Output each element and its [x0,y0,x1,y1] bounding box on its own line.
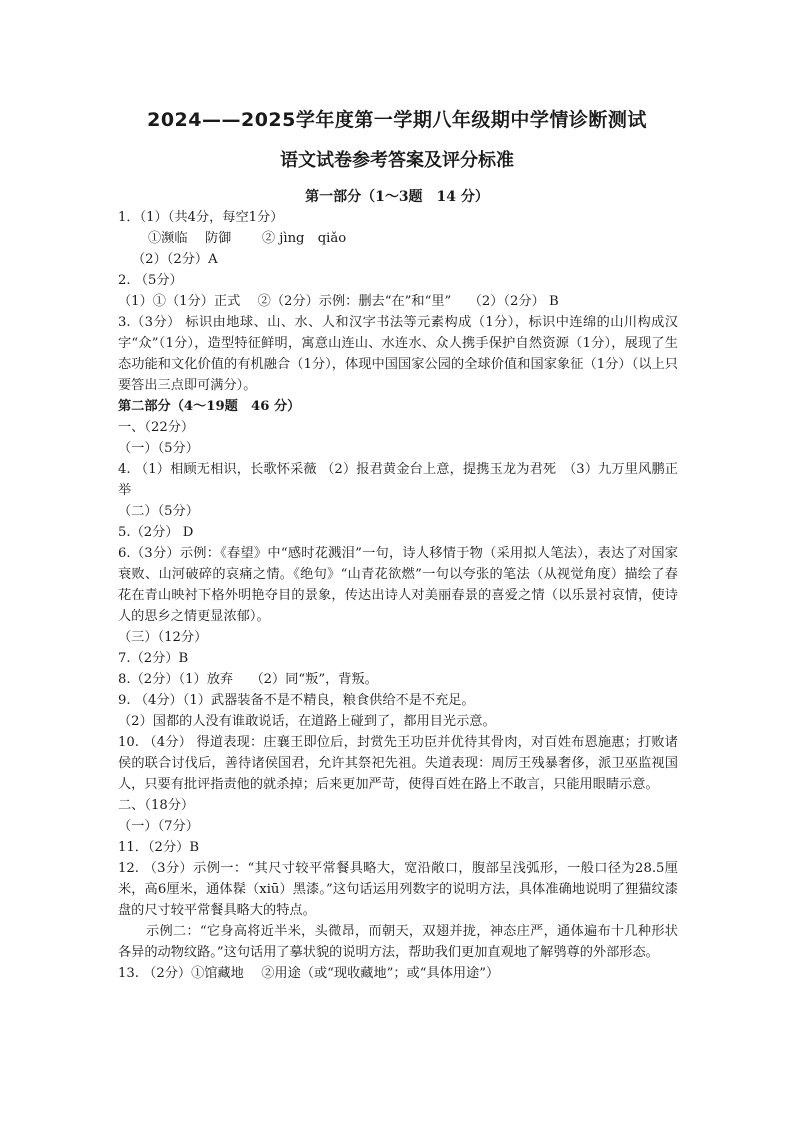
answer-line: 5.（2分） D [118,525,194,540]
answer-line: 1．（1）（共4分，每空1分） [118,210,284,225]
answer-line: 2. （5分） [118,273,183,288]
answer-line: （一）（7分） [118,819,199,834]
answer-line: （一）（5分） [118,441,199,456]
answer-line: （1）①（1分）正式 ②（2分）示例：删去“在”和“里” （2）（2分） B [118,294,559,309]
answer-line: 11．（2分）B [118,840,200,855]
answer-line: 示例二：“它身高将近半米，头微昂，而朝天，双翅并拢，神态庄严，通体遍布十几种形状各异的动物纹路。”这句话用了摹状貌的说明方法，帮助我们更加直观地了解鸮尊的外部形态。 [118,924,678,960]
answer-line: 10. （4分） 得道表现：庄襄王即位后，封赏先王功臣并优待其骨肉，对百姓布恩施惠；打败诸侯的联合讨伐后，善待诸侯国君，允许其祭祀先祖。失道表现：周厉王残暴奢侈，派卫巫监视国人，只要有批评指责他的就杀掉；后来更加严苛，使得百姓在路上不敢言，只能用眼睛示意。 [118,735,678,792]
answer-line: 二、（18分） [118,798,195,813]
answer-line: 6.（3分）示例：《春望》中“感时花溅泪”一句，诗人移情于物（采用拟人笔法），表达了对国家衰败、山河破碎的哀痛之情。《绝句》“山青花欲燃”一句以夸张的笔法（从视觉角度）描绘了春花在青山映衬下格外明艳夺目的景象，传达出诗人对美丽春景的喜爱之情（以乐景衬哀情，使诗人的思乡之情更显浓郁）。 [118,546,678,624]
document-subtitle: 语文试卷参考答案及评分标准 [280,150,514,171]
part1-heading: 第一部分（1～3题 14 分） [305,189,489,205]
answer-line: （2）（2分）A [132,252,218,267]
answer-line: （三）（12分） [118,630,208,645]
answer-line: （2）国都的人没有谁敢说话，在道路上碰到了，都用目光示意。 [118,714,496,729]
answer-line: 一、（22分） [118,420,195,435]
answer-line: 8.（2分）（1）放弃 （2）同“叛”，背叛。 [118,672,378,687]
answer-line: ①濒临 防御 ② jìng qiǎo [148,231,347,246]
answer-body [118,207,678,984]
answer-line: 第二部分（4～19题 46 分） [118,399,301,414]
answer-line: 13. （2分）①馆藏地 ②用途（或“现收藏地”；或“具体用途”） [118,966,500,981]
answer-line: （二）（5分） [118,504,199,519]
answer-line: 4. （1）相顾无相识，长歌怀采薇 （2）报君黄金台上意，提携玉龙为君死 （3）九万里风鹏正举 [118,462,678,498]
answer-line: 12. （3分）示例一：“其尺寸较平常餐具略大，宽沿敞口，腹部呈浅弧形，一般口径为28.5厘米，高6厘米，通体髹（xiū）黑漆。”这句话运用列数字的说明方法，具体准确地说明了狸猫纹漆盘的尺寸较平常餐具略大的特点。 [118,861,678,918]
document-title: 2024——2025学年度第一学期八年级期中学情诊断测试 [147,109,647,131]
answer-line: 9. （4分）（1）武器装备不是不精良，粮食供给不是不充足。 [118,693,475,708]
answer-line: 3.（3分） 标识由地球、山、水、人和汉字书法等元素构成（1分），标识中连绵的山川构成汉字“众”（1分），造型特征鲜明，寓意山连山、水连水、众人携手保护自然资源（1分），展现了生态功能和文化价值的有机融合（1分），体现中国国家公园的全球价值和国家象征（1分）（以上只要答出三点即可满分）。 [118,315,678,393]
answer-line: 7.（2分）B [118,651,189,666]
